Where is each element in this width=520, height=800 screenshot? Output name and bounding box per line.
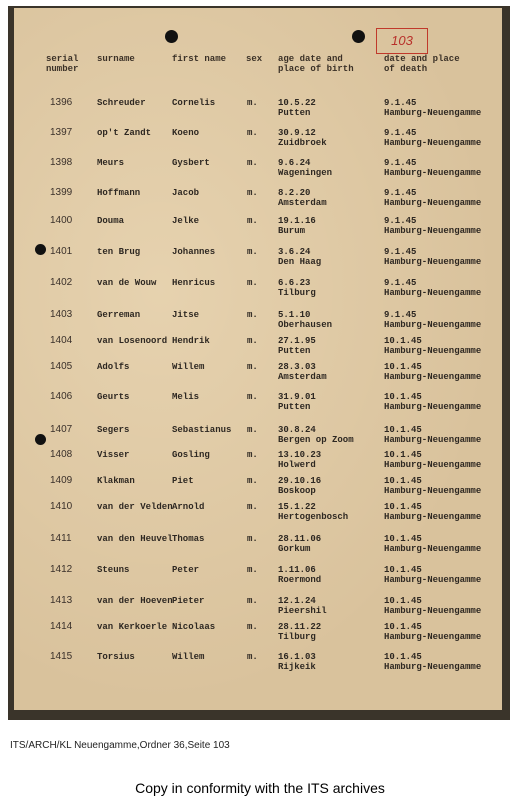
cell-birth-place: Den Haag xyxy=(278,257,322,267)
cell-sex: m. xyxy=(247,310,258,320)
cell-serial-number: 1411 xyxy=(50,533,72,544)
cell-surname: Gerreman xyxy=(97,310,141,320)
cell-surname: Klakman xyxy=(97,476,135,486)
cell-surname: van Losenoord xyxy=(97,336,168,346)
cell-birth-place: Tilburg xyxy=(278,632,316,642)
cell-first-name: Arnold xyxy=(172,502,205,512)
cell-sex: m. xyxy=(247,98,258,108)
cell-birth-place: Boskoop xyxy=(278,486,316,496)
cell-death-date: 10.1.45 xyxy=(384,425,422,435)
cell-birth-date: 27.1.95 xyxy=(278,336,316,346)
cell-birth-date: 30.8.24 xyxy=(278,425,316,435)
cell-sex: m. xyxy=(247,188,258,198)
cell-sex: m. xyxy=(247,128,258,138)
cell-sex: m. xyxy=(247,502,258,512)
cell-surname: Segers xyxy=(97,425,130,435)
cell-death-place: Hamburg-Neuengamme xyxy=(384,372,482,382)
punch-hole xyxy=(165,30,178,43)
cell-surname: ten Brug xyxy=(97,247,141,257)
cell-surname: op't Zandt xyxy=(97,128,152,138)
archive-source-reference: ITS/ARCH/KL Neuengamme,Ordner 36,Seite 103 xyxy=(10,740,230,751)
cell-death-place: Hamburg-Neuengamme xyxy=(384,226,482,236)
cell-death-date: 9.1.45 xyxy=(384,278,417,288)
cell-death-date: 10.1.45 xyxy=(384,622,422,632)
cell-birth-date: 28.11.06 xyxy=(278,534,322,544)
cell-surname: Adolfs xyxy=(97,362,130,372)
cell-sex: m. xyxy=(247,476,258,486)
cell-serial-number: 1413 xyxy=(50,595,73,606)
cell-birth-date: 8.2.20 xyxy=(278,188,311,198)
cell-first-name: Piet xyxy=(172,476,194,486)
cell-sex: m. xyxy=(247,278,258,288)
cell-death-place: Hamburg-Neuengamme xyxy=(384,632,482,642)
cell-first-name: Thomas xyxy=(172,534,205,544)
cell-sex: m. xyxy=(247,158,258,168)
cell-death-place: Hamburg-Neuengamme xyxy=(384,108,482,118)
cell-sex: m. xyxy=(247,534,258,544)
cell-birth-place: Pieershil xyxy=(278,606,327,616)
cell-birth-place: Wageningen xyxy=(278,168,333,178)
cell-death-date: 10.1.45 xyxy=(384,502,422,512)
cell-birth-place: Putten xyxy=(278,108,311,118)
header-surname: surname xyxy=(97,54,135,64)
cell-birth-place: Burum xyxy=(278,226,306,236)
cell-serial-number: 1410 xyxy=(50,501,73,512)
cell-first-name: Jacob xyxy=(172,188,200,198)
cell-sex: m. xyxy=(247,652,258,662)
cell-birth-date: 3.6.24 xyxy=(278,247,311,257)
cell-first-name: Peter xyxy=(172,565,200,575)
cell-death-place: Hamburg-Neuengamme xyxy=(384,460,482,470)
cell-serial-number: 1401 xyxy=(50,246,73,257)
cell-birth-place: Zuidbroek xyxy=(278,138,327,148)
cell-birth-place: Oberhausen xyxy=(278,320,333,330)
cell-serial-number: 1397 xyxy=(50,127,73,138)
cell-death-date: 9.1.45 xyxy=(384,158,417,168)
cell-serial-number: 1407 xyxy=(50,424,73,435)
cell-first-name: Gosling xyxy=(172,450,210,460)
cell-birth-date: 28.11.22 xyxy=(278,622,322,632)
cell-birth-date: 13.10.23 xyxy=(278,450,322,460)
cell-death-date: 9.1.45 xyxy=(384,216,417,226)
cell-death-date: 10.1.45 xyxy=(384,392,422,402)
cell-surname: van Kerkoerle xyxy=(97,622,168,632)
cell-birth-date: 6.6.23 xyxy=(278,278,311,288)
cell-first-name: Johannes xyxy=(172,247,216,257)
cell-death-place: Hamburg-Neuengamme xyxy=(384,662,482,672)
cell-sex: m. xyxy=(247,622,258,632)
cell-first-name: Cornelis xyxy=(172,98,216,108)
cell-sex: m. xyxy=(247,450,258,460)
cell-sex: m. xyxy=(247,216,258,226)
cell-sex: m. xyxy=(247,336,258,346)
cell-serial-number: 1405 xyxy=(50,361,73,372)
cell-serial-number: 1412 xyxy=(50,564,73,575)
cell-surname: van der Hoeven xyxy=(97,596,173,606)
cell-death-date: 10.1.45 xyxy=(384,362,422,372)
cell-death-place: Hamburg-Neuengamme xyxy=(384,320,482,330)
cell-birth-date: 10.5.22 xyxy=(278,98,316,108)
cell-death-date: 10.1.45 xyxy=(384,652,422,662)
cell-birth-place: Amsterdam xyxy=(278,198,327,208)
punch-hole xyxy=(35,434,46,445)
cell-birth-date: 5.1.10 xyxy=(278,310,311,320)
cell-first-name: Henricus xyxy=(172,278,216,288)
cell-first-name: Gysbert xyxy=(172,158,210,168)
cell-birth-date: 28.3.03 xyxy=(278,362,316,372)
cell-sex: m. xyxy=(247,425,258,435)
cell-birth-place: Hertogenbosch xyxy=(278,512,349,522)
cell-death-place: Hamburg-Neuengamme xyxy=(384,138,482,148)
cell-surname: Geurts xyxy=(97,392,130,402)
punch-hole xyxy=(352,30,365,43)
header-sex: sex xyxy=(246,54,263,64)
cell-surname: Torsius xyxy=(97,652,135,662)
cell-surname: van de Wouw xyxy=(97,278,157,288)
cell-death-place: Hamburg-Neuengamme xyxy=(384,346,482,356)
cell-death-date: 9.1.45 xyxy=(384,310,417,320)
cell-death-place: Hamburg-Neuengamme xyxy=(384,198,482,208)
cell-serial-number: 1399 xyxy=(50,187,73,198)
cell-surname: Hoffmann xyxy=(97,188,141,198)
cell-death-date: 9.1.45 xyxy=(384,247,417,257)
cell-birth-place: Putten xyxy=(278,346,311,356)
cell-surname: van der Velden xyxy=(97,502,173,512)
cell-first-name: Sebastianus xyxy=(172,425,232,435)
cell-birth-date: 31.9.01 xyxy=(278,392,316,402)
cell-first-name: Melis xyxy=(172,392,200,402)
cell-surname: van den Heuvel xyxy=(97,534,173,544)
cell-birth-date: 19.1.16 xyxy=(278,216,316,226)
cell-first-name: Willem xyxy=(172,652,205,662)
cell-death-date: 10.1.45 xyxy=(384,596,422,606)
cell-birth-date: 9.6.24 xyxy=(278,158,311,168)
cell-serial-number: 1403 xyxy=(50,309,73,320)
cell-serial-number: 1402 xyxy=(50,277,73,288)
header-birth: age date and place of birth xyxy=(278,54,354,74)
cell-first-name: Jelke xyxy=(172,216,200,226)
archive-copy-notice: Copy in conformity with the ITS archives xyxy=(135,780,385,796)
cell-birth-date: 1.11.06 xyxy=(278,565,316,575)
cell-serial-number: 1404 xyxy=(50,335,73,346)
cell-first-name: Nicolaas xyxy=(172,622,216,632)
cell-first-name: Hendrik xyxy=(172,336,210,346)
cell-first-name: Jitse xyxy=(172,310,200,320)
cell-death-date: 10.1.45 xyxy=(384,534,422,544)
cell-death-place: Hamburg-Neuengamme xyxy=(384,575,482,585)
cell-serial-number: 1396 xyxy=(50,97,73,108)
cell-sex: m. xyxy=(247,565,258,575)
cell-birth-place: Rijkeik xyxy=(278,662,316,672)
cell-death-place: Hamburg-Neuengamme xyxy=(384,486,482,496)
cell-death-date: 9.1.45 xyxy=(384,128,417,138)
cell-sex: m. xyxy=(247,596,258,606)
cell-sex: m. xyxy=(247,392,258,402)
cell-birth-place: Roermond xyxy=(278,575,322,585)
cell-first-name: Pieter xyxy=(172,596,205,606)
page-number-stamp: 103 xyxy=(376,28,428,54)
cell-serial-number: 1398 xyxy=(50,157,73,168)
cell-serial-number: 1414 xyxy=(50,621,73,632)
cell-death-place: Hamburg-Neuengamme xyxy=(384,544,482,554)
cell-surname: Schreuder xyxy=(97,98,146,108)
cell-birth-date: 16.1.03 xyxy=(278,652,316,662)
cell-death-place: Hamburg-Neuengamme xyxy=(384,606,482,616)
cell-death-date: 10.1.45 xyxy=(384,336,422,346)
cell-death-date: 10.1.45 xyxy=(384,450,422,460)
cell-birth-place: Holwerd xyxy=(278,460,316,470)
cell-death-date: 9.1.45 xyxy=(384,98,417,108)
cell-death-date: 9.1.45 xyxy=(384,188,417,198)
cell-first-name: Koeno xyxy=(172,128,200,138)
cell-surname: Meurs xyxy=(97,158,125,168)
cell-death-place: Hamburg-Neuengamme xyxy=(384,288,482,298)
cell-birth-date: 15.1.22 xyxy=(278,502,316,512)
cell-serial-number: 1409 xyxy=(50,475,73,486)
cell-birth-date: 30.9.12 xyxy=(278,128,316,138)
cell-death-place: Hamburg-Neuengamme xyxy=(384,168,482,178)
cell-serial-number: 1415 xyxy=(50,651,73,662)
cell-birth-place: Amsterdam xyxy=(278,372,327,382)
header-serial-number: serial number xyxy=(46,54,79,74)
header-first-name: first name xyxy=(172,54,227,64)
cell-death-place: Hamburg-Neuengamme xyxy=(384,402,482,412)
cell-death-date: 10.1.45 xyxy=(384,476,422,486)
cell-surname: Visser xyxy=(97,450,130,460)
cell-birth-place: Putten xyxy=(278,402,311,412)
cell-death-place: Hamburg-Neuengamme xyxy=(384,257,482,267)
cell-serial-number: 1400 xyxy=(50,215,73,226)
cell-death-place: Hamburg-Neuengamme xyxy=(384,512,482,522)
cell-surname: Steuns xyxy=(97,565,130,575)
cell-surname: Douma xyxy=(97,216,125,226)
cell-birth-place: Bergen op Zoom xyxy=(278,435,354,445)
cell-birth-date: 12.1.24 xyxy=(278,596,316,606)
cell-first-name: Willem xyxy=(172,362,205,372)
cell-birth-date: 29.10.16 xyxy=(278,476,322,486)
header-death: date and place of death xyxy=(384,54,460,74)
cell-serial-number: 1408 xyxy=(50,449,73,460)
cell-death-place: Hamburg-Neuengamme xyxy=(384,435,482,445)
cell-birth-place: Gorkum xyxy=(278,544,311,554)
punch-hole xyxy=(35,244,46,255)
cell-birth-place: Tilburg xyxy=(278,288,316,298)
cell-sex: m. xyxy=(247,247,258,257)
cell-sex: m. xyxy=(247,362,258,372)
cell-death-date: 10.1.45 xyxy=(384,565,422,575)
cell-serial-number: 1406 xyxy=(50,391,73,402)
